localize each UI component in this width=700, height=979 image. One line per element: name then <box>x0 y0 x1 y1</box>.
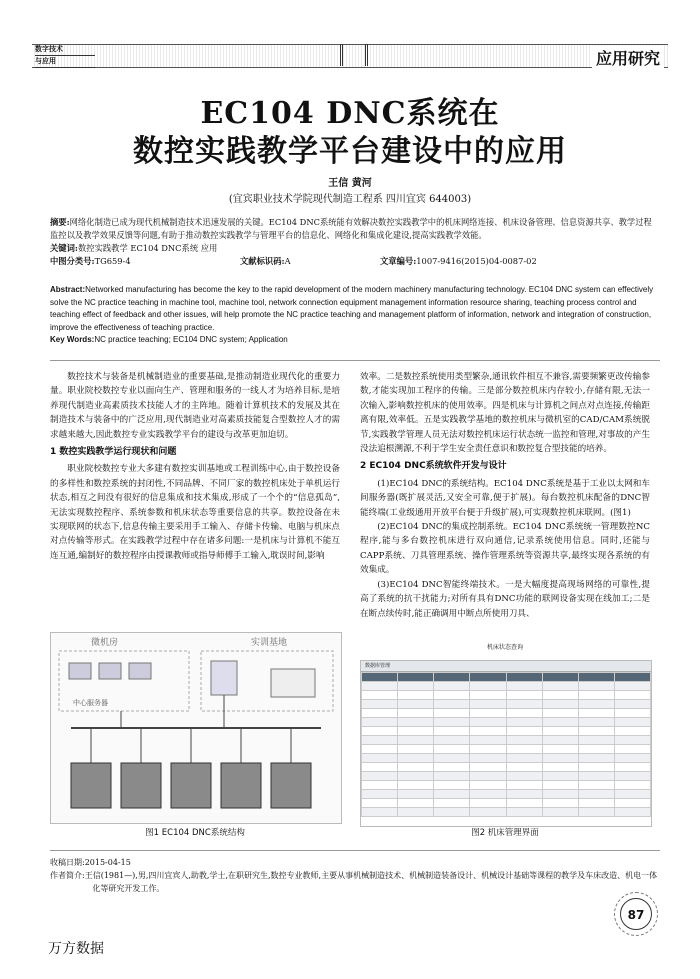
header-divider <box>340 44 368 66</box>
right-paragraph-3: (2)EC104 DNC的集成控制系统。EC104 DNC系统统一管理数控NC程序,能与多台数控机床进行双向通信,记录系统使用信息。同时,还能与CAPP系统、刀具管理系统、操作管理系统等资源共享,最终实现各系统的有效集成。 <box>360 522 650 576</box>
fig1-label-lab: 微机房 <box>91 638 119 648</box>
title-line-1: EC104 DNC系统在 <box>200 96 500 131</box>
article-no-label: 文章编号: <box>380 256 417 266</box>
pc-icon <box>129 663 151 679</box>
footer-rule <box>50 850 660 851</box>
left-column <box>50 370 340 563</box>
figure-1-caption: 图1 EC104 DNC系统结构 <box>145 828 245 838</box>
left-paragraph-1: 数控技术与装备是机械制造业的重要基础,是推动制造业现代化的重要力量。职业院校数控专业以面向生产、管理和服务的一线人才为培养目标,是培养现代制造业高素质技术技能人才的主阵地。随着计算机技术的发展及其在制造技术与装备中的广泛应用,现代制造业对高素质技能复合型数控人才的需求越来越大,因此数控专业实践教学平台的建设与改革更加迫切。 <box>50 372 340 440</box>
figure-1-network-diagram <box>50 632 342 824</box>
page-number: 87 <box>620 898 652 930</box>
section-heading-1: 1 数控实践教学运行现状和问题 <box>50 447 177 458</box>
cnc-machine-icon <box>171 763 211 808</box>
section-heading-2: 2 EC104 DNC系统软件开发与设计 <box>360 461 507 472</box>
figure-2-machine-management <box>360 660 652 827</box>
pc-icon <box>99 663 121 679</box>
cnc-machine-icon <box>221 763 261 808</box>
pc-icon <box>69 663 91 679</box>
author-bio: 王信(1981—),男,四川宜宾人,助教,学士,在职研究生,数控专业教师,主要从事机械制造技术、机械制造装备设计、机械设计基础等课程的教学及车床改造、机电一体化等研究开发工作。 <box>84 871 658 893</box>
received-date: 收稿日期:2015-04-15 <box>50 858 131 867</box>
abstract-rule <box>50 360 660 361</box>
abstract-en-label: Abstract: <box>50 285 86 294</box>
affiliation: (宜宾职业技术学院现代制造工程系 四川宜宾 644003) <box>228 194 472 205</box>
abstract-cn-label: 摘要: <box>50 217 70 227</box>
cnc-machine-icon <box>121 763 161 808</box>
figure-2-caption: 图2 机床管理界面 <box>471 828 539 838</box>
abstract-en-text: Networked manufacturing has become the key to the rapid development of the modern machinery manufacturing technology. EC104 DNC system can effectively solve the NC practice teaching in machine tool, machine tool, network connection equipment management information resource sharing, teaching process control and teaching effect of feedback and other issues, will help promote the NC practice teaching and management platform of information, network and integration of construction, improve the effectiveness of teaching practice. <box>50 285 654 332</box>
journal-mark <box>35 44 95 68</box>
journal-mark-bottom: 与应用 <box>35 56 95 68</box>
keywords-en: NC practice teaching; EC104 DNC system; Application <box>94 335 288 345</box>
right-column <box>360 370 650 621</box>
abstract-cn-text: 网络化制造已成为现代机械制造技术迅速发展的关键。EC104 DNC系统能有效解决数控实践教学中的机床网络连接、机床设备管理、信息资源共享、教学过程监控以及教学效果反馈等问题,有助于推动数控实践教学与管理平台的信息化、网络化和集成化建设,提高实践教学效能。 <box>50 217 652 240</box>
right-paragraph-2: (1)EC104 DNC的系统结构。EC104 DNC系统是基于工业以太网和车间服务器(既扩展灵活,又安全可靠,便于扩展)。每台数控机床配备的DNC智能终端(工业级通用开放平台便于升级扩展),可实现数控机床联网。(图1) <box>360 478 650 518</box>
fig1-label-base: 实训基地 <box>251 638 288 648</box>
journal-mark-top: 数字技术 <box>35 44 95 56</box>
doc-code-label: 文献标识码: <box>240 256 285 266</box>
section-label: 应用研究 <box>592 46 664 69</box>
author-bio-label: 作者简介: <box>50 871 85 880</box>
watermark: 万方数据 <box>48 941 104 957</box>
authors: 王信 黄河 <box>328 178 372 189</box>
right-paragraph-4: (3)EC104 DNC智能终端技术。一是大幅度提高现场网络的可靠性,提高了系统的抗干扰能力;对所有具有DNC功能的联网设备实现在线加工;二是在断点续传时,能正确调用中断点所使用刀具、 <box>360 579 650 619</box>
fig2-heading: 机床状态查询 <box>486 644 523 651</box>
title-line-2: 数控实践教学平台建设中的应用 <box>133 134 567 169</box>
fig1-label-server: 中心服务器 <box>73 699 108 707</box>
clc-label: 中图分类号: <box>50 256 95 266</box>
monitor-icon <box>271 669 315 697</box>
server-icon <box>211 661 237 695</box>
figure-1-graphic <box>51 633 341 823</box>
article-no-value: 1007-9416(2015)04-0087-02 <box>416 256 537 266</box>
left-paragraph-2: 职业院校数控专业大多建有数控实训基地或工程训练中心,由于数控设备的多样性和数控系统的封闭性,不同品牌、不同厂家的数控机床处于单机运行状态,相互之间没有很好的信息集成和技术集成,形成了一个个的“信息孤岛”,无法实现数控程序、系统参数和机床状态等重要信息的共享。数控设备在未实现联网的状态下,信息传输主要采用手工输入、存储卡传输、电脑与机床点对点传输等形式。在实践教学过程中存在诸多问题:一是机床与计算机不能互连互通,编制好的数控程序由授课教师或指导师傅手工输入,耽误时间,影响 <box>50 464 340 561</box>
fig2-table <box>361 672 651 817</box>
doc-code-value: A <box>284 256 291 266</box>
abstract-cn <box>50 216 660 268</box>
fig2-toolbar: 数据库管理 <box>361 661 651 672</box>
keywords-cn-label: 关键词: <box>50 243 78 253</box>
cnc-machine-icon <box>271 763 311 808</box>
cnc-machine-icon <box>71 763 111 808</box>
abstract-en <box>50 284 660 347</box>
keywords-cn: 数控实践教学 EC104 DNC系统 应用 <box>77 243 218 253</box>
keywords-en-label: Key Words: <box>50 335 95 345</box>
right-paragraph-1: 效率。二是数控系统使用类型繁杂,通讯软件相互不兼容,需要频繁更改传输参数,才能实现加工程序的传输。三是部分数控机床内存较小,存储有限,无法一次输入,影响数控机床的使用效率。四是机床与计算机之间点对点连接,传输距离有限,效率低。五是实践教学基地的数控机床与微机室的CAD/CAM系统脱节,实践教学管理人员无法对数控机床运行状态统一监控和管理,对事故的产生没法追根溯源,不利于学生安全责任意识和数控复合型技能的培养。 <box>360 372 650 455</box>
footnote <box>50 856 660 895</box>
clc-value: TG659-4 <box>94 256 131 266</box>
